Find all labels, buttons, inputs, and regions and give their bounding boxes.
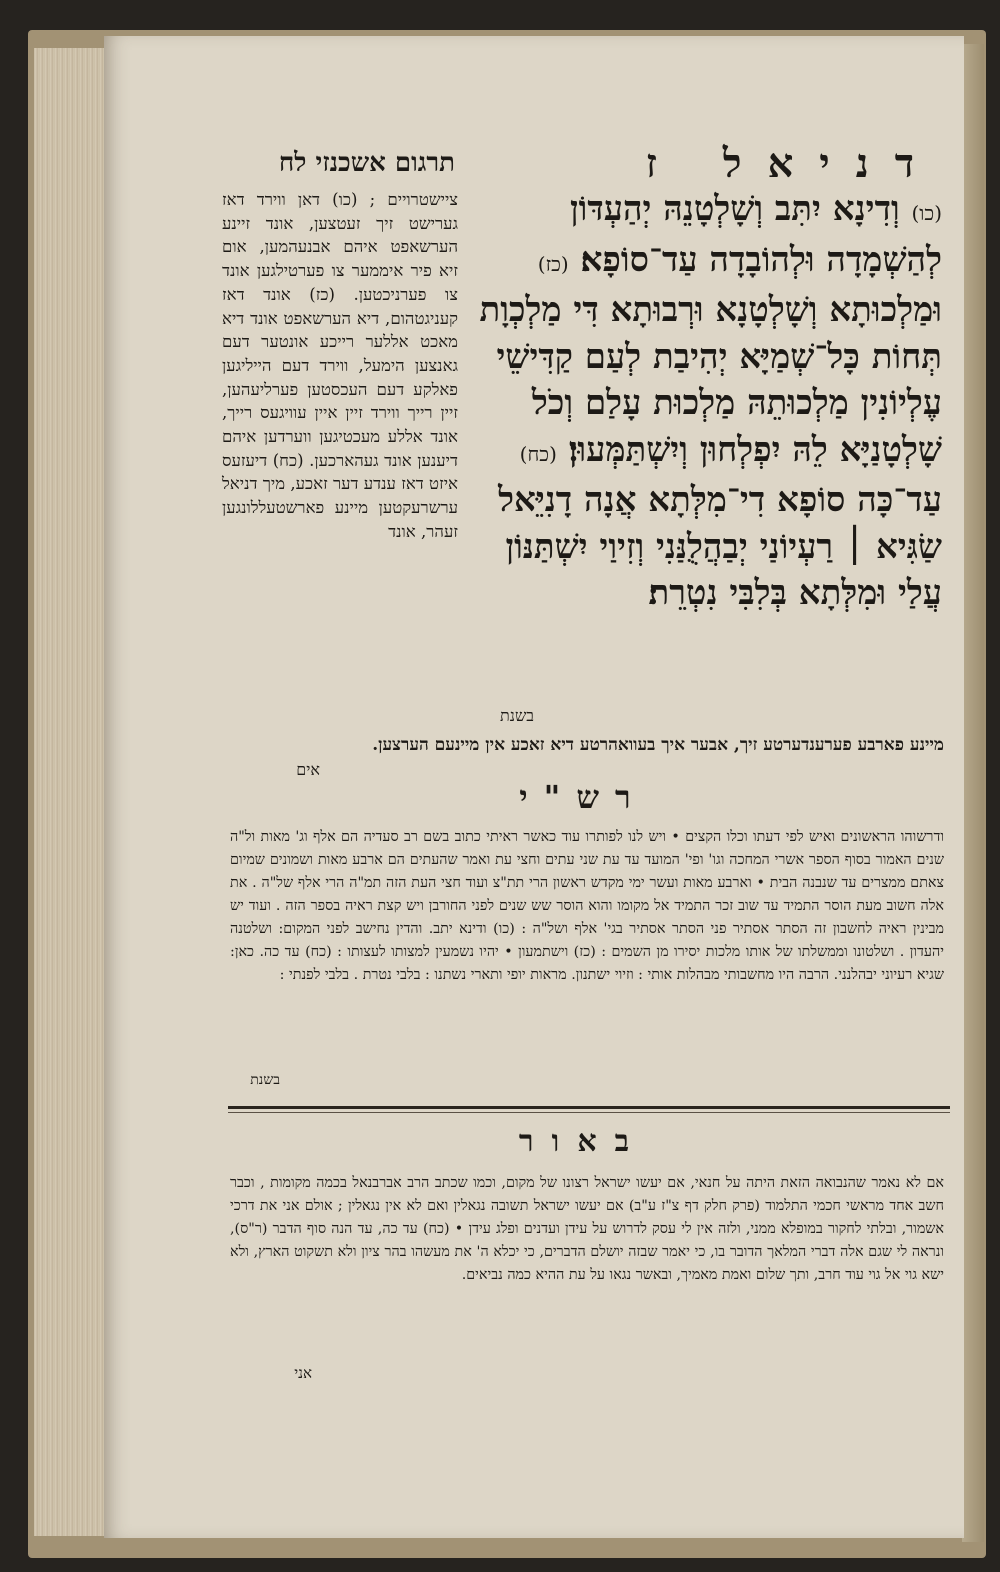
translation-continuation: מיינע פארבע פערענדערטע זיך, אבער איך בעוואהרטע דיא זאכע אין מיינעם הערצען. [372,735,944,755]
rashi-commentary: ודרשוהו הראשונים ואיש לפי דעתו וכלו הקצים • ויש לנו לפותרו עוד כאשר ראיתי כתוב בשם רב סעדיה הם אלף וג' מאות ול"ה שנים האמור בסוף הספר אשרי המחכה וגו' ופי' המועד עד עת שני עתים וחצי עת ואמר שהעתים הם ארבע מאות ושמונים שמיום צאתם ממצרים עד שנבנה הבית • וארבע מאות ועשר ימי מקדש ראשון הרי תת"צ ועוד חצי העת הזה תמ"ה הרי אלף של"ה . את אלה חשוב מעת הוסר התמיד עד שוב זכר התמיד אל מקומו והוא הוסר שש שנים לפני החורבן ויש קצת ראיה בספר הזה . ועוד יש מבינין ראיה לחשבון זה הסתר אסתיר פני הסתר אסתיר בגי' אלף ושל"ה : (כו) ודינא יתב. והדין נחישב לפני המקום: ושלטנה יהעדון . ושלטונו וממשלתו של אותו מלכות יסירו מן השמים : (כז) וישתמעון • יהיו נשמעין למצותו לעצותו : (כח) עד כה. כאן: שגיא רעיוני יבהלנני. הרבה היו מחשבותי מבהלות אותי : וזיוי ישתנון. מראות יופי ותארי נשתנו : בלבי נטרת . בלבי לפנתי : [230,829,944,983]
catchword: בשנת [500,706,534,725]
biur-commentary: אם לא נאמר שהנבואה הזאת היתה על חנאי, אם יעשו ישראל רצונו של מקום, וכמו שכתב הרב אברבנאל בכמה מקומות , וכבר חשב אחד מראשי חכמי התלמוד (פרק חלק דף צ"ז ע"ב) אם יעשו ישראל תשובה נגאלין ואם לא אין נגאלין ; אולם אני את דרכי אשמור, ובלתי לחקור במופלא ממני, ולזה אין לי עסק לדרוש על עידן ועדנים ופלג עידן • (כח) עד כה, עד הנה סוף הדבר (ר"ס), ונראה לי שגם אלה דברי המלאך הדובר בו, כי יאמר שבזה יושלם הדברים, כי יכלא ה' את מעשהו בהר ציון ולא תשקוט הארץ, ולא ישא גוי אל גוי עוד חרב, ותך שלום ואמת מאמיך, ובאשר נגאו על עת ההיא כמה נביאים. [230,1175,945,1283]
biur-heading: באור [518,1124,648,1159]
catchword: אני [294,1364,312,1382]
verse-text: וּמַלְכוּתָא וְשָׁלְטָנָא וּרְבוּתָא דִּי מַלְכְוָת תְּחוֹת כָּל־שְׁמַיָּא יְהִיבַת לְעַם קַדִּישֵׁי עֶלְיוֹנִין מַלְכוּתֵהּ מַלְכוּת עָלַם וְכֹל שָׁלְטָנַיָּא לֵהּ יִפְלְחוּן וְיִשְׁתַּמְּעוּן׃ [479,290,942,470]
verse-number: (כו) [911,201,942,225]
translation-column: ציישטרויים ; (כו) דאן ווירד דאז גערישט זיך זעטצען, אונד זיינע הערשאפט איהם אבנעהמען, אום זיא פיר איממער צו פערטילגען אונד צו פערניכטען. (כז) אונד דאז קעניגטהום, דיא הערשאפט אונד דיא מאכט אללער רייכע אונטער דעם גאנצען הימעל, ווירד דעם הייליגען פאלקע דעם העכסטען פערליעהען, זיין רייך ווירד זיין איין עוויגעס רייך, אונד אללע מעכטיגען ווערדען איהם דיענען אונד געהארכען. (כח) דיעזעס איזט דאז ענדע דער זאכע, מיך דניאל ערשרעקטען מיינע פארשטעללונגען זעהר, אונד [222,190,458,541]
page-edges [34,48,105,1536]
book-spine-edge [962,44,984,1542]
catchword: בשנת [250,1072,280,1088]
verse-text: עַד־כָּה סוֹפָא דִי־מִלְּתָא אֲנָה דָנִיֵּאל שַׂגִּיא ׀ רַעְיוֹנַי יְבַהֲלֻנַּנִי וְזִיוַי יִשְׁתַּנּוֹן עֲלַי וּמִלְּתָא בְּלִבִּי נִטְרֵת׃ [498,480,942,613]
biblical-text [472,186,942,617]
catchword: אים [296,760,320,779]
divider-rule-thin [228,1112,950,1113]
rashi-heading: רש"י [519,778,647,816]
verse-text: וְדִינָא יִתִּב וְשָׁלְטָנֵהּ יְהַעְדּוֹן לְהַשְׁמָדָה וּלְהוֹבָדָה עַד־סוֹפָא׃ [569,189,942,280]
verse-number: (כח) [519,441,557,466]
running-head-book: דניאל ז [645,140,940,187]
verse-number: (כז) [537,251,569,276]
divider-rule [228,1106,950,1109]
running-head-translation: תרגום אשכנזי לח [278,148,455,178]
